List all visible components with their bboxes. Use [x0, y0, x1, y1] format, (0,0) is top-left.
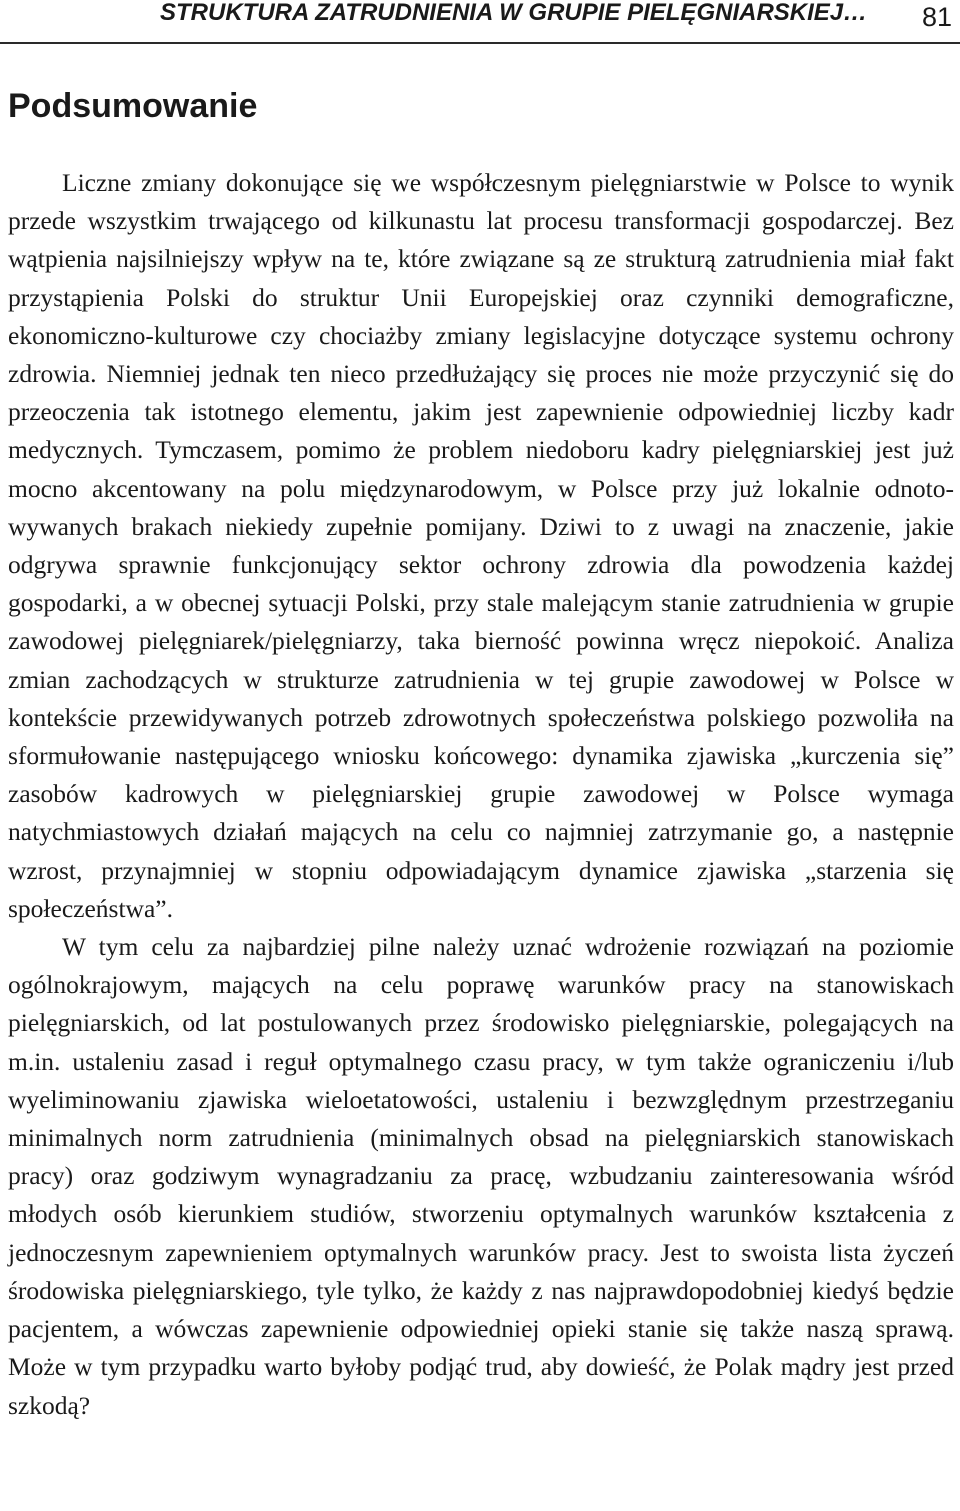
running-header [0, 0, 960, 44]
paragraph-2: W tym celu za najbardziej pilne należy uznać wdrożenie rozwiązań na poziomie ogólnokrajowym, mających na celu poprawę warunków pracy na stanowiskach pielęgniarskich, od lat postulowanych przez środowisko pielęgniarskie, polegających na m.in. ustaleniu zasad i reguł optymalnego czasu pracy, w tym także ograniczeniu i/lub wyeliminowaniu zjawiska wieloetatowości, ustaleniu i bezwzględnym przestrzeganiu minimalnych norm zatrudnienia (minimalnych obsad na pielęgniarskich stanowiskach pracy) oraz godziwym wynagradzaniu za pracę, wzbudzaniu zainteresowania wśród młodych osób kierunkiem studiów, stworzeniu optymalnych warunków kształcenia z jednoczesnym zapewnieniem optymalnych warunków pracy. Jest to swoista lista życzeń środowiska pielęgniarskiego, tyle tylko, że każdy z nas najprawdopodobniej kiedyś będzie pacjentem, a wówczas zapewnienie odpowiedniej opieki stanie się także naszą sprawą. Może w tym przypadku warto byłoby podjąć trud, aby dowieść, że Polak mądry jest przed szkodą? [8, 932, 954, 1420]
running-title: STRUKTURA ZATRUDNIENIA W GRUPIE PIELĘGNIARSKIEJ… [160, 0, 868, 26]
page-number: 81 [921, 2, 952, 32]
body-text [8, 164, 954, 1425]
paragraph-1: Liczne zmiany dokonujące się we współczesnym pielęgniarstwie w Polsce to wynik przede wszystkim trwającego od kilkunastu lat procesu transformacji gospodarczej. Bez wątpienia najsilniejszy wpływ na te, które związane są ze strukturą zatrudnienia miał fakt przystąpienia Polski do struktur Unii Europejskiej oraz czynniki demograficzne, ekonomiczno-kulturowe czy chociażby zmiany legislacyjne dotyczące systemu ochrony zdrowia. Niemniej jednak ten nieco przedłużający się proces nie może przyczynić się do przeoczenia tak istotnego elementu, jakim jest zapewnienie odpowiedniej liczby kadr medycznych. Tymczasem, pomimo że problem niedoboru kadry pielęgniarskiej jest już mocno akcentowany na polu międzynarodowym, w Polsce przy już lokalnie odnotowywanych brakach niekiedy zupełnie pomijany. Dziwi to z uwagi na znaczenie, jakie odgrywa sprawnie funkcjonujący sektor ochrony zdrowia dla powodzenia każdej gospodarki, a w obecnej sytuacji Polski, przy stale malejącym stanie zatrudnienia w grupie zawodowej pielęgniarek/pielęgniarzy, taka bierność powinna wręcz niepokoić. Analiza zmian zachodzących w strukturze zatrudnienia w tej grupie zawodowej w Polsce w kontekście przewidywanych potrzeb zdrowotnych społeczeństwa polskiego pozwoliła na sformułowanie następującego wniosku końcowego: dynamika zjawiska „kurczenia się” zasobów kadrowych w pielęgniarskiej grupie zawodowej w Polsce wymaga natychmiastowych działań mających na celu co najmniej zatrzymanie go, a następnie wzrost, przynajmniej w stopniu odpowiadającym dynamice zjawiska „starzenia się społeczeństwa”. [8, 168, 954, 923]
section-title: Podsumowanie [8, 87, 258, 125]
